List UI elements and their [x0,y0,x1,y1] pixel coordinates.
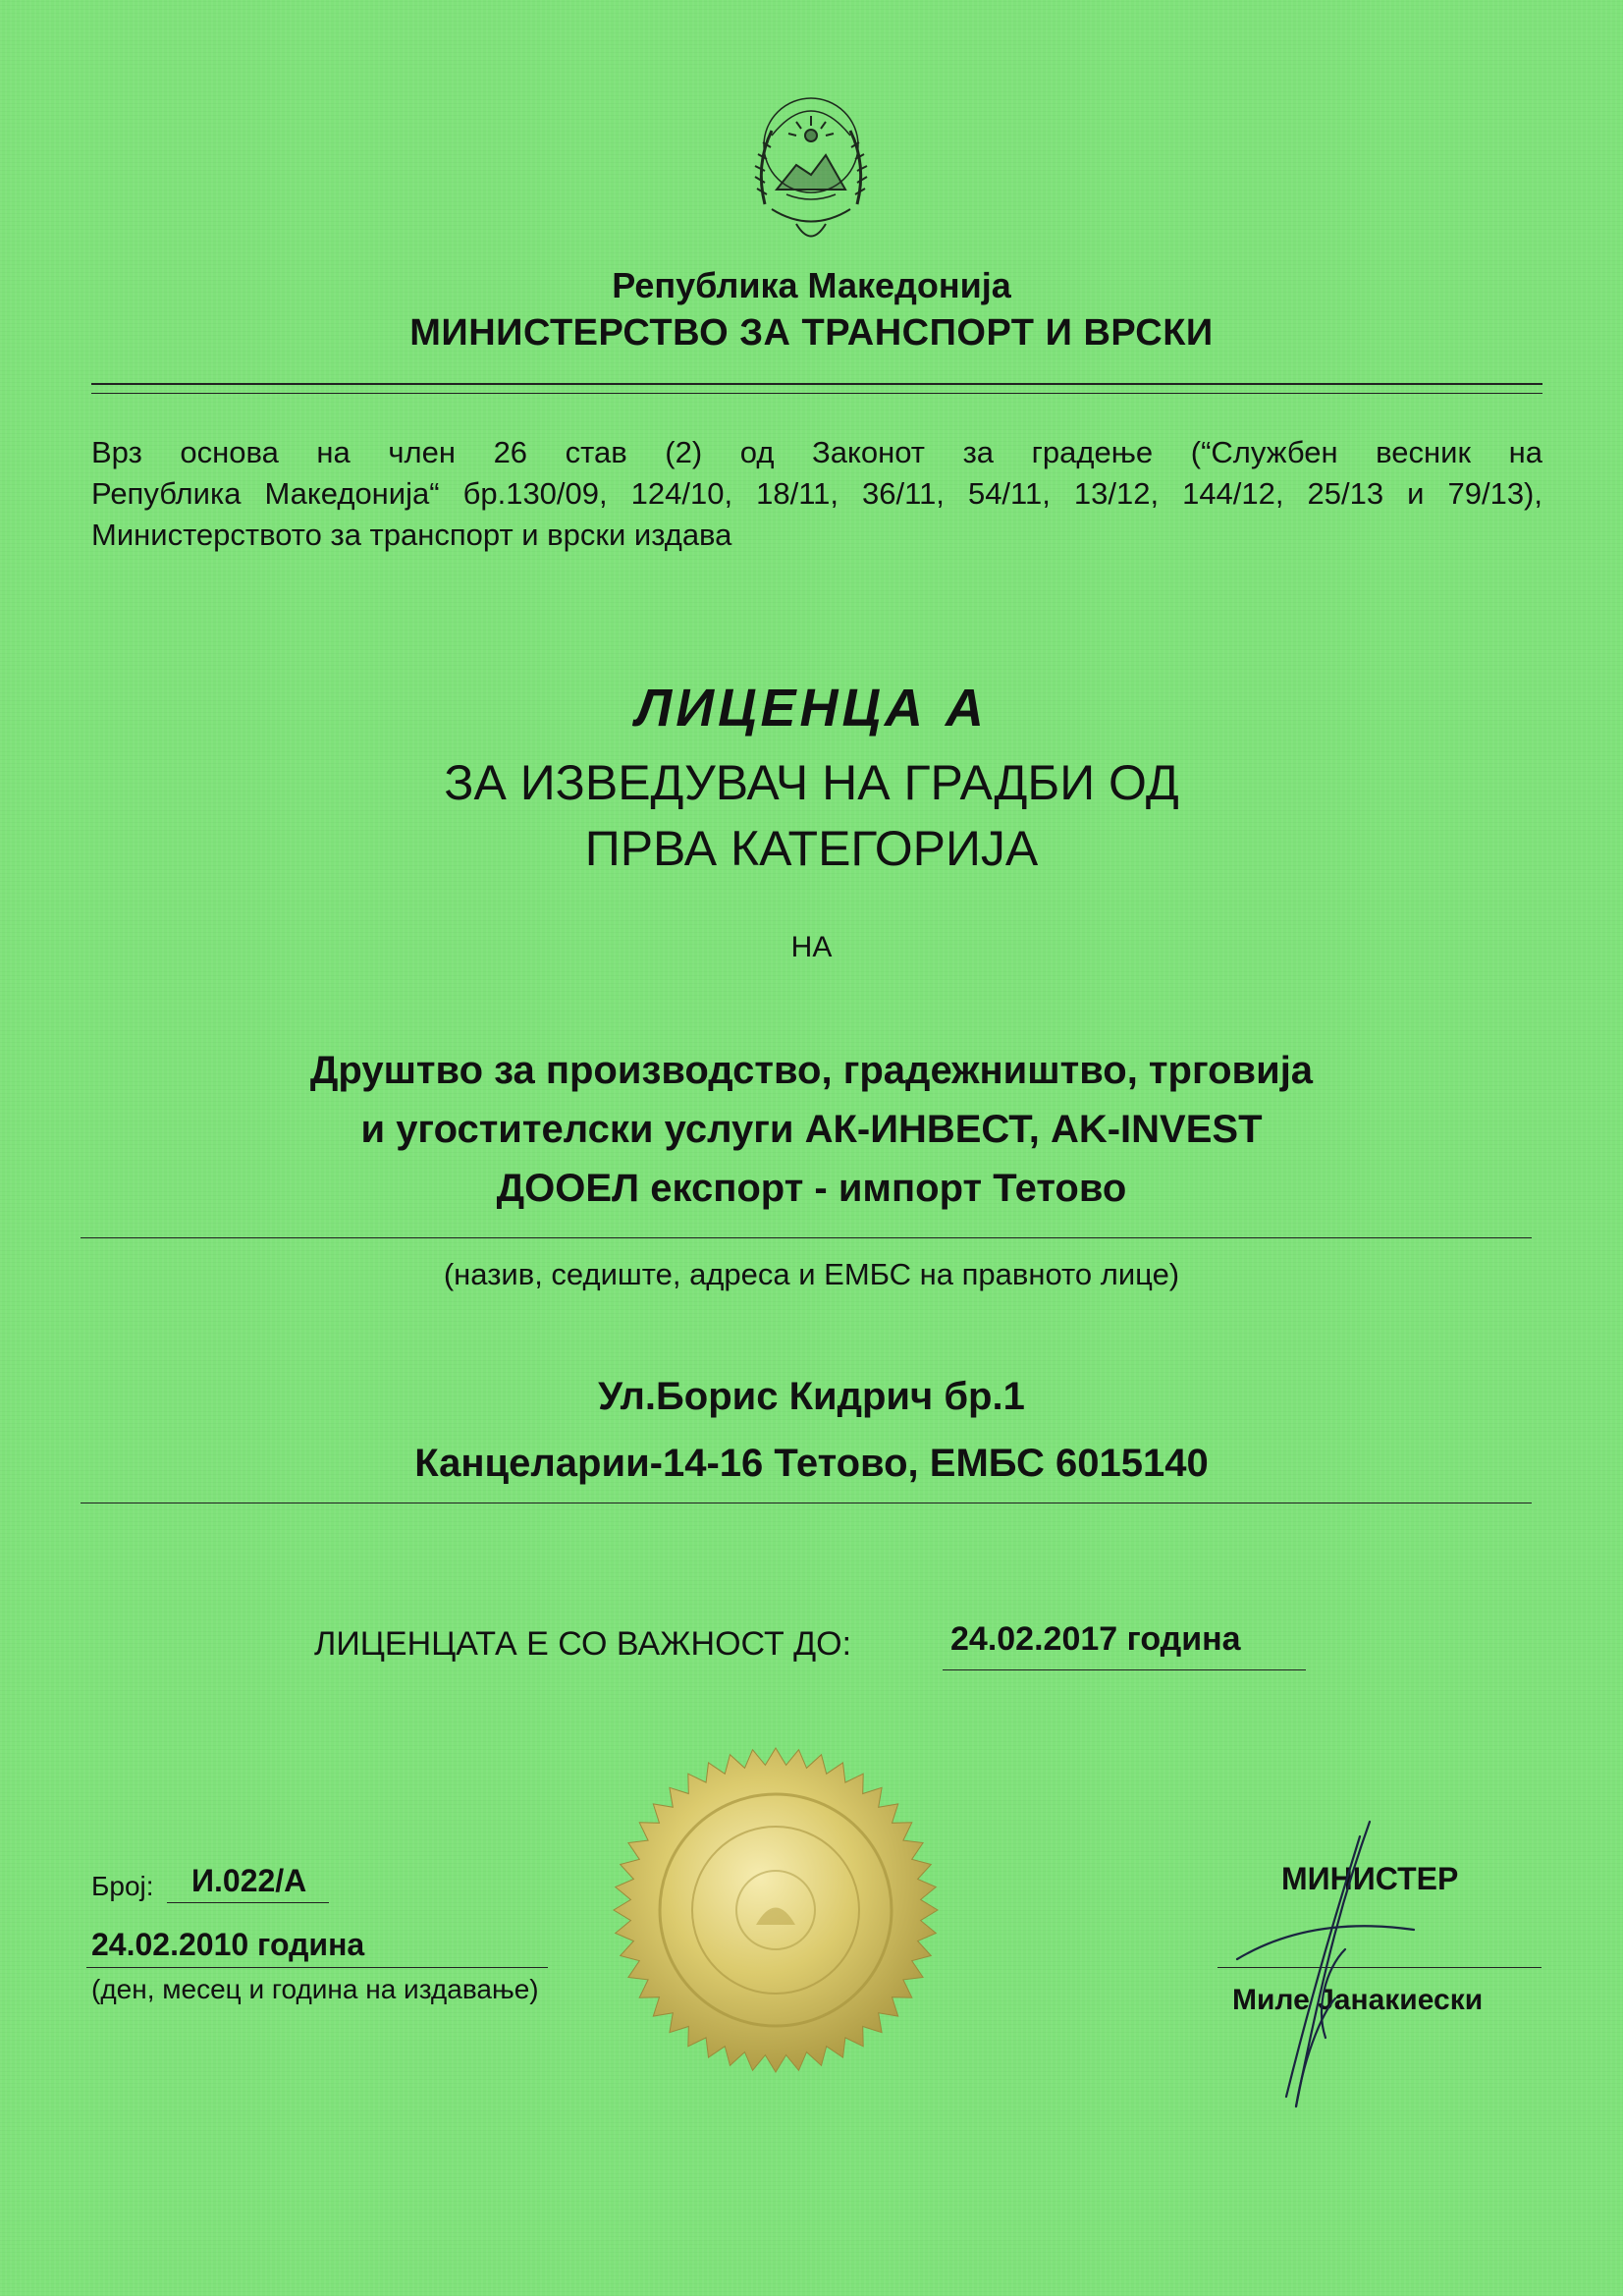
republic-heading: Република Македонија [612,265,1011,305]
license-recipient-preposition: НА [790,931,833,963]
minister-title: МИНИСТЕР [1281,1861,1459,1896]
company-name-line: и угостителски услуги АК-ИНВЕСТ, AK-INVEST [360,1108,1263,1151]
validity-underline [943,1669,1306,1670]
license-number: И.022/А [191,1863,307,1898]
issue-date-caption: (ден, месец и година на издавање) [91,1974,539,2004]
license-title: ЛИЦЕНЦА А [635,679,988,738]
company-name-line: ДООЕЛ експорт - импорт Тетово [496,1167,1127,1210]
company-name-line: Друштво за производство, градежништво, трговија [309,1049,1314,1092]
legal-basis-line: Република Македонија“ бр.130/09, 124/10, 18/11, 36/11, 54/11, 13/12, 144/12, 25/13 и 79/13), [91,476,1542,511]
header-divider-thin [91,393,1542,394]
gold-seal-icon [609,1743,943,2077]
handwritten-signature [1178,1812,1434,2116]
number-underline [167,1902,329,1903]
validity-label: ЛИЦЕНЦАТА Е СО ВАЖНОСТ ДО: [314,1625,852,1663]
number-label: Број: [91,1871,154,1901]
company-underline [81,1237,1532,1238]
ministry-heading: МИНИСТЕРСТВО ЗА ТРАНСПОРТ И ВРСКИ [409,312,1214,354]
license-subtitle: ЗА ИЗВЕДУВАЧ НА ГРАДБИ ОД [444,755,1179,810]
license-subtitle: ПРВА КАТЕГОРИЈА [584,821,1039,876]
legal-basis-line: Министерството за транспорт и врски издава [91,518,732,552]
issue-date-underline [86,1967,548,1968]
address-line: Канцеларии-14-16 Тетово, ЕМБС 6015140 [414,1442,1209,1485]
coat-of-arms-emblem [728,77,894,273]
minister-name: Миле Јанакиески [1232,1984,1484,2016]
legal-basis-line: Врз основа на член 26 став (2) од Законот за градење (“Службен весник на [91,435,1542,469]
validity-date: 24.02.2017 година [950,1620,1241,1658]
legal-basis-paragraph [91,432,1542,556]
issue-date: 24.02.2010 година [91,1927,365,1962]
address-line: Ул.Борис Кидрич бр.1 [598,1375,1025,1418]
company-caption: (назив, седиште, адреса и ЕМБС на правното лице) [443,1257,1180,1291]
header-divider [91,383,1542,385]
